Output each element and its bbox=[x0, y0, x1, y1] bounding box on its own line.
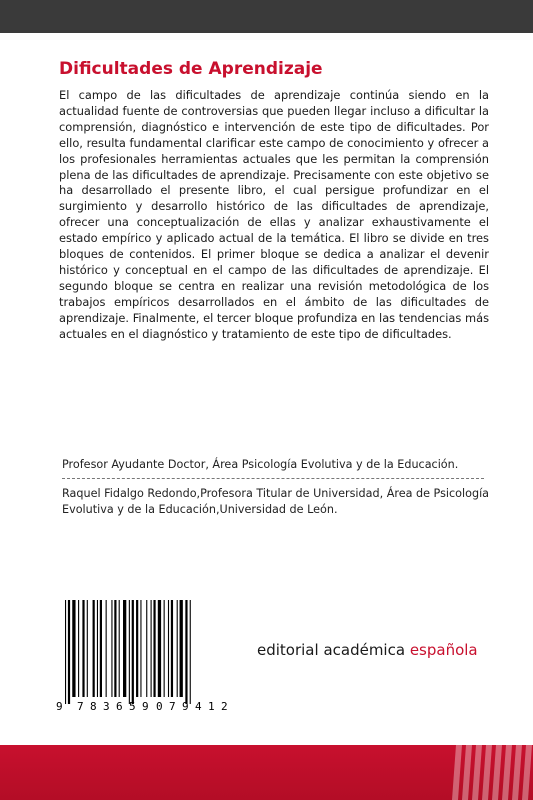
barcode-bar bbox=[93, 600, 95, 697]
barcode-bar bbox=[168, 600, 169, 697]
barcode-bar bbox=[68, 600, 70, 704]
barcode-bar bbox=[72, 600, 75, 697]
chevron-stripe bbox=[512, 745, 522, 800]
barcode-digit: 2 bbox=[221, 700, 228, 713]
barcode-digit: 0 bbox=[156, 700, 163, 713]
barcode-digit: 7 bbox=[169, 700, 176, 713]
barcode-bar bbox=[123, 600, 126, 697]
top-band bbox=[0, 0, 533, 33]
barcode-bar bbox=[78, 600, 79, 697]
author-info-1: Profesor Ayudante Doctor, Área Psicología Evolutiva y de la Educación. bbox=[62, 458, 459, 471]
barcode-bar bbox=[82, 600, 84, 697]
publisher-accent: española bbox=[409, 641, 478, 659]
chevron-stripe bbox=[492, 745, 502, 800]
barcode-bar bbox=[190, 600, 191, 704]
barcode-digit: 1 bbox=[208, 700, 215, 713]
barcode-digit: 4 bbox=[195, 700, 202, 713]
barcode-bar bbox=[180, 600, 183, 697]
author-info-2: Raquel Fidalgo Redondo,Profesora Titular de Universidad, Área de Psicología Evolutiva y de la Educación,Universidad de León. bbox=[62, 487, 490, 516]
barcode-bar bbox=[111, 600, 112, 697]
barcode-bar bbox=[97, 600, 98, 697]
barcode-digit: 6 bbox=[116, 700, 123, 713]
barcode-digit: 3 bbox=[103, 700, 110, 713]
barcode-digit: 5 bbox=[129, 700, 136, 713]
barcode-bar bbox=[151, 600, 152, 697]
book-description: El campo de las dificultades de aprendizaje continúa siendo en la actualidad fuente de controversias que pueden llegar incluso a dificultar la comprensión, diagnóstico e intervención de este tipo de dificultades. Por ello, resulta fundamental clarificar este campo de conocimiento y ofrecer a los profesionales herramientas actuales que les permitan la comprensión plena de las dificultades de aprendizaje. Precisamente con este objetivo se ha desarrollado el presente libro, el cual persigue profundizar en el surgimiento y desarrollo histórico de las dificultades de aprendizaje, ofrecer una conceptualización de ellas y analizar exhaustivamente el estado empírico y aplicado actual de la temática. El libro se divide en tres bloques de contenidos. El primer bloque se dedica a analizar el devenir histórico y conceptual en el campo de las dificultades de aprendizaje. El segundo bloque se centra en realizar una revisión metodológica de los trabajos empíricos desarrollados en el ámbito de las dificultades de aprendizaje. Finalmente, el tercer bloque profundiza en las tendencias más actuales en el diagnóstico y tratamiento de este tipo de dificultades. bbox=[59, 88, 489, 341]
chevron-stripe bbox=[522, 745, 532, 800]
barcode-bar bbox=[146, 600, 147, 697]
barcode-bar bbox=[114, 600, 116, 697]
barcode-bar bbox=[185, 600, 187, 704]
bottom-band bbox=[0, 745, 533, 800]
chevron-stripe bbox=[482, 745, 492, 800]
barcode-digit: 9 bbox=[56, 700, 63, 713]
publisher-main: editorial académica bbox=[257, 641, 410, 659]
chevron-pattern bbox=[0, 745, 533, 800]
barcode-digit: 7 bbox=[77, 700, 84, 713]
barcode-bar bbox=[87, 600, 88, 697]
barcode-icon bbox=[53, 598, 243, 718]
barcode-bar bbox=[158, 600, 161, 697]
barcode-bar bbox=[164, 600, 165, 697]
chevron-stripe bbox=[502, 745, 512, 800]
barcode-bar bbox=[65, 600, 66, 704]
barcode-bar bbox=[136, 600, 138, 697]
barcode-bar bbox=[177, 600, 178, 697]
barcode-digit: 8 bbox=[90, 700, 97, 713]
barcode-bar bbox=[140, 600, 141, 697]
chevron-stripe bbox=[452, 745, 462, 800]
book-title: Dificultades de Aprendizaje bbox=[59, 59, 323, 79]
publisher-name bbox=[257, 641, 478, 659]
barcode-bar bbox=[106, 600, 107, 697]
chevron-stripe bbox=[472, 745, 482, 800]
barcode-bar bbox=[129, 600, 130, 704]
barcode-bar bbox=[100, 600, 102, 697]
barcode-bar bbox=[119, 600, 120, 697]
chevron-stripe bbox=[462, 745, 472, 800]
barcode-digit: 9 bbox=[182, 700, 189, 713]
barcode-bar bbox=[153, 600, 155, 697]
barcode-bar bbox=[132, 600, 134, 704]
barcode-bar bbox=[171, 600, 173, 697]
dashed-divider bbox=[62, 478, 484, 479]
barcode-digit: 9 bbox=[142, 700, 149, 713]
